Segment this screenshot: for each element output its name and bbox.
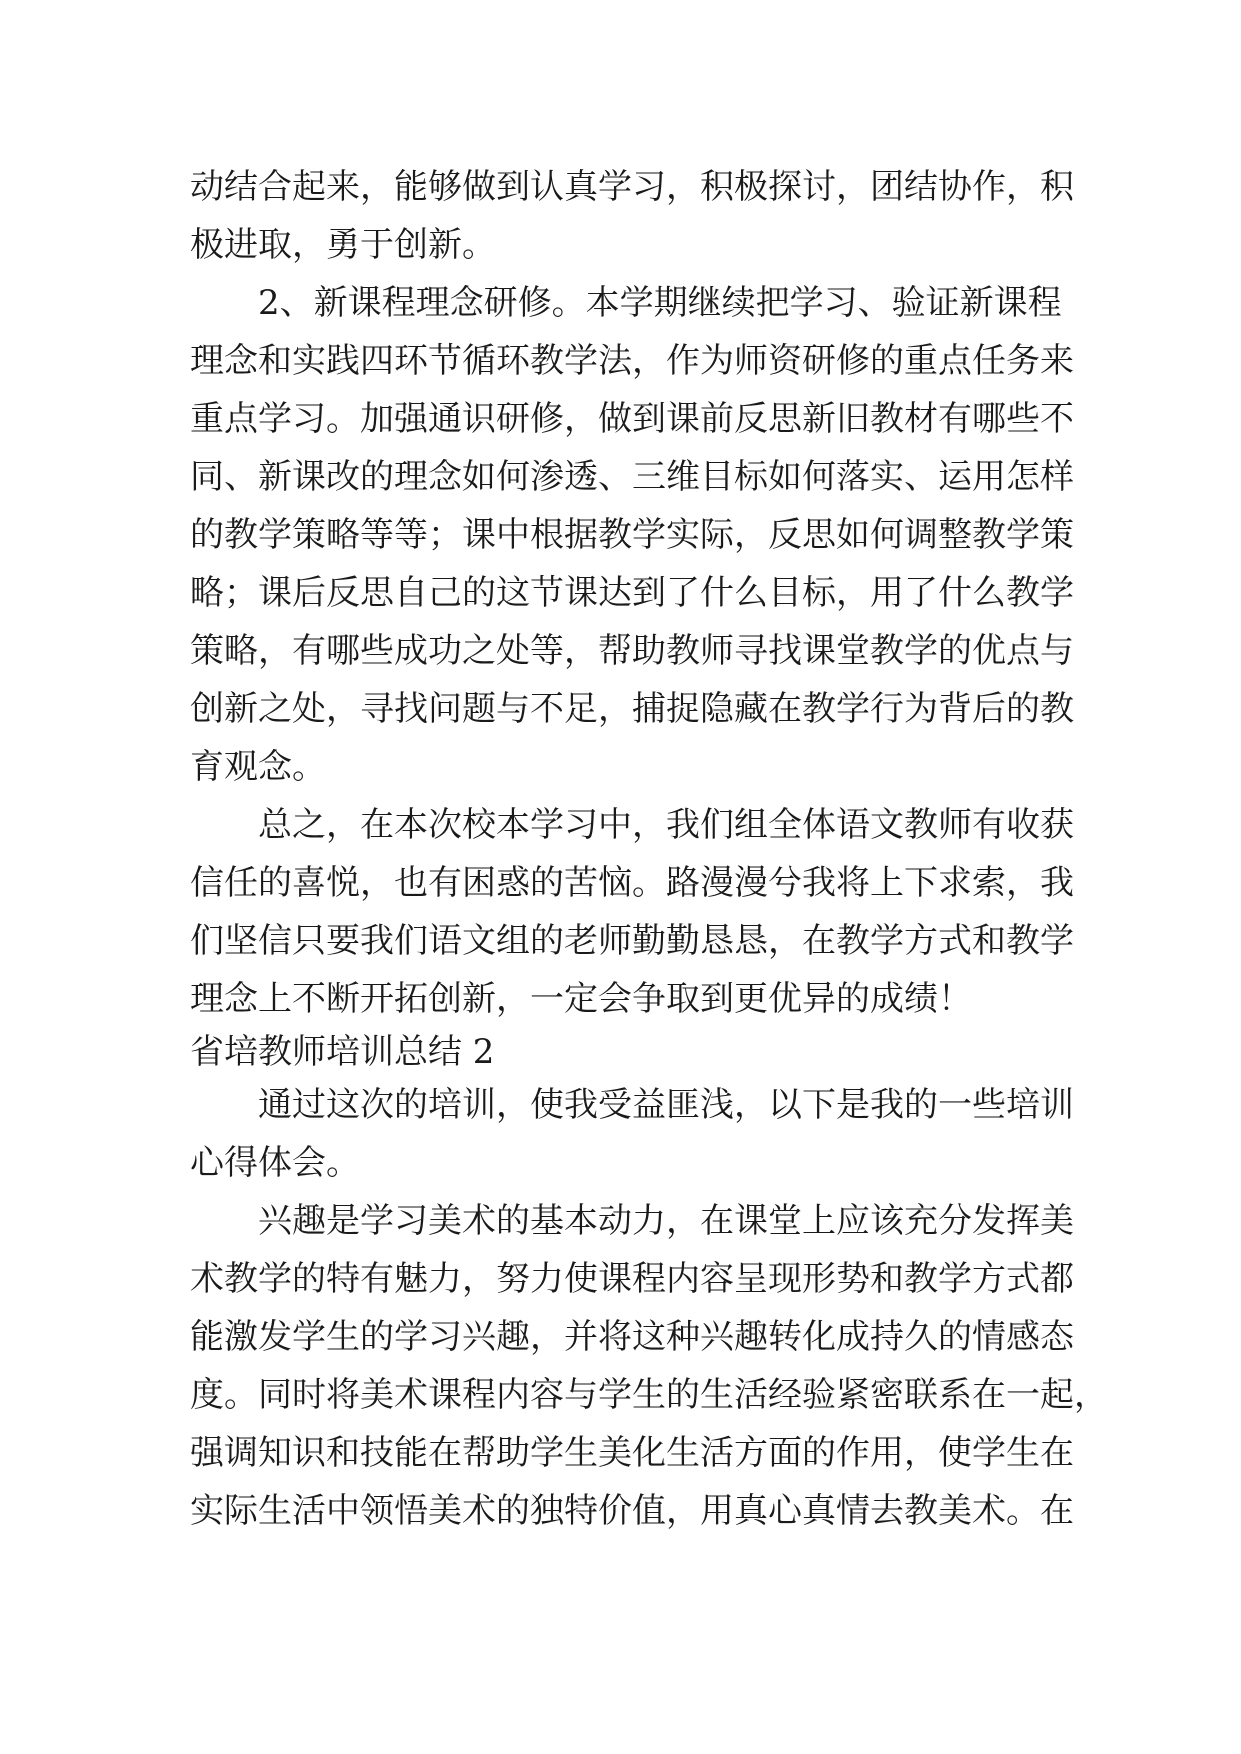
text-line: 育观念。 bbox=[190, 747, 326, 787]
text-line: 动结合起来，能够做到认真学习，积极探讨，团结协作，积 bbox=[190, 167, 1074, 207]
text-line: 实际生活中领悟美术的独特价值，用真心真情去教美术。在 bbox=[190, 1491, 1074, 1531]
text-line: 极进取，勇于创新。 bbox=[190, 225, 496, 265]
text-line: 同、新课改的理念如何渗透、三维目标如何落实、运用怎样 bbox=[190, 457, 1074, 497]
text-line: 理念上不断开拓创新，一定会争取到更优异的成绩！ bbox=[190, 979, 972, 1019]
paragraph-first-line: 总之，在本次校本学习中，我们组全体语文教师有收获 bbox=[258, 805, 1074, 845]
text-line: 理念和实践四环节循环教学法，作为师资研修的重点任务来 bbox=[190, 341, 1074, 381]
text-line: 策略，有哪些成功之处等，帮助教师寻找课堂教学的优点与 bbox=[190, 631, 1074, 671]
text-line: 能激发学生的学习兴趣，并将这种兴趣转化成持久的情感态 bbox=[190, 1317, 1074, 1357]
section-heading: 省培教师培训总结 2 bbox=[190, 1032, 495, 1072]
text-line: 信任的喜悦，也有困惑的苦恼。路漫漫兮我将上下求索，我 bbox=[190, 863, 1074, 903]
paragraph-first-line: 2、新课程理念研修。本学期继续把学习、验证新课程 bbox=[258, 283, 1062, 323]
document-body bbox=[190, 158, 1108, 1540]
text-line: 略；课后反思自己的这节课达到了什么目标，用了什么教学 bbox=[190, 573, 1074, 613]
text-line: 术教学的特有魅力，努力使课程内容呈现形势和教学方式都 bbox=[190, 1259, 1074, 1299]
paragraph-first-line: 兴趣是学习美术的基本动力，在课堂上应该充分发挥美 bbox=[258, 1201, 1074, 1241]
text-line: 重点学习。加强通识研修，做到课前反思新旧教材有哪些不 bbox=[190, 399, 1074, 439]
text-line: 度。同时将美术课程内容与学生的生活经验紧密联系在一起， bbox=[190, 1375, 1108, 1415]
text-line: 创新之处，寻找问题与不足，捕捉隐藏在教学行为背后的教 bbox=[190, 689, 1074, 729]
text-line: 们坚信只要我们语文组的老师勤勤恳恳，在教学方式和教学 bbox=[190, 921, 1074, 961]
text-line: 强调知识和技能在帮助学生美化生活方面的作用，使学生在 bbox=[190, 1433, 1074, 1473]
text-line: 的教学策略等等；课中根据教学实际，反思如何调整教学策 bbox=[190, 515, 1074, 555]
paragraph-first-line: 通过这次的培训，使我受益匪浅，以下是我的一些培训 bbox=[258, 1085, 1074, 1125]
text-line: 心得体会。 bbox=[190, 1143, 360, 1183]
